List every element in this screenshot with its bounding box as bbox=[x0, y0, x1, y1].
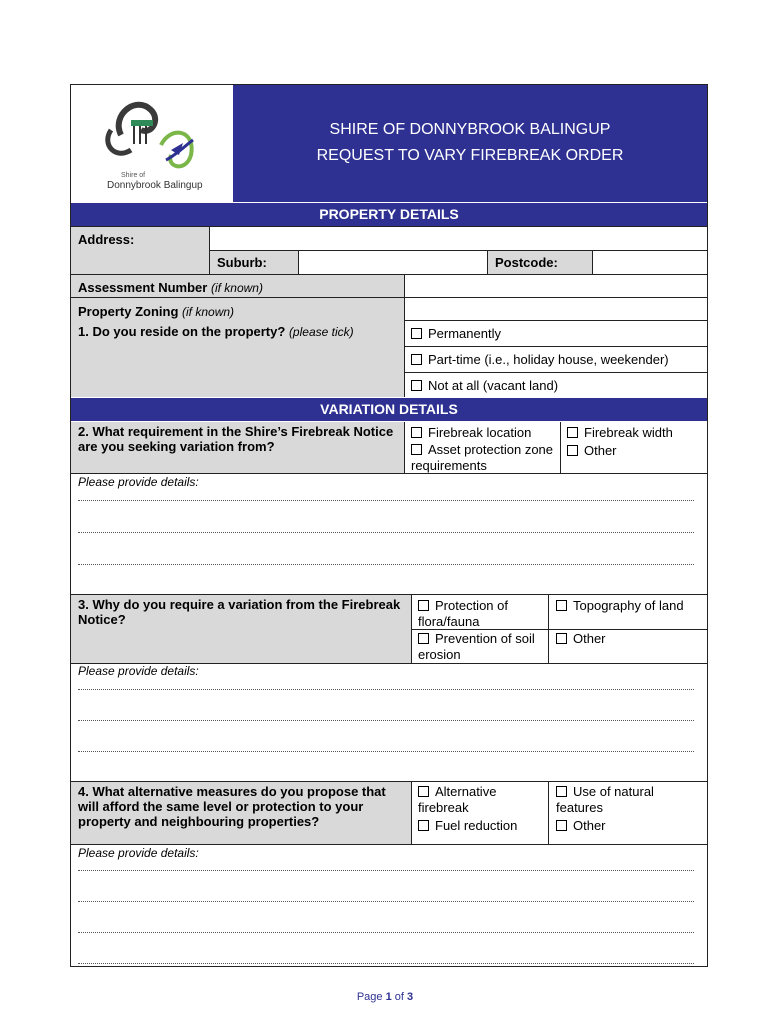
grid-line bbox=[411, 629, 707, 630]
form-title: REQUEST TO VARY FIREBREAK ORDER bbox=[316, 147, 624, 164]
checkbox-icon bbox=[556, 600, 567, 611]
checkbox-icon bbox=[418, 786, 429, 797]
q2-question: 2. What requirement in the Shire’s Firebreak Notice are you seeking variation from? bbox=[71, 422, 404, 473]
assessment-label-row bbox=[71, 277, 270, 299]
suburb-label: Suburb: bbox=[210, 251, 298, 274]
q3-details-line bbox=[78, 720, 694, 721]
q2-details-line bbox=[78, 564, 694, 565]
postcode-input[interactable] bbox=[593, 251, 707, 274]
reside-not-at-all-checkbox[interactable] bbox=[411, 378, 558, 394]
q3-topography-checkbox[interactable] bbox=[556, 598, 684, 614]
shire-title: SHIRE OF DONNYBROOK BALINGUP bbox=[329, 121, 611, 138]
q4-details-line bbox=[78, 870, 694, 871]
q2-firebreak-width-checkbox[interactable] bbox=[567, 425, 673, 441]
checkbox-icon bbox=[411, 354, 422, 365]
variation-details-heading: VARIATION DETAILS bbox=[71, 398, 707, 421]
grid-line bbox=[548, 782, 549, 844]
grid-line bbox=[404, 346, 707, 347]
logo bbox=[71, 85, 233, 202]
q4-details-line bbox=[78, 963, 694, 964]
q4-other-checkbox[interactable] bbox=[556, 818, 606, 834]
q3-option-label: Other bbox=[573, 631, 606, 646]
q3-soil-erosion-checkbox[interactable] bbox=[418, 631, 543, 663]
q4-details-label: Please provide details: bbox=[78, 846, 199, 860]
property-details-heading: PROPERTY DETAILS bbox=[71, 203, 707, 226]
zoning-label: Property Zoning bbox=[78, 304, 179, 319]
grid-line bbox=[560, 422, 561, 473]
assessment-input[interactable] bbox=[405, 275, 707, 297]
grid-line bbox=[592, 251, 593, 274]
zoning-input[interactable] bbox=[405, 298, 707, 320]
q3-question: 3. Why do you require a variation from the Firebreak Notice? bbox=[71, 595, 411, 663]
address-label: Address: bbox=[71, 227, 209, 274]
q3-details-line bbox=[78, 689, 694, 690]
grid-line bbox=[210, 250, 707, 251]
grid-line bbox=[404, 275, 405, 397]
q2-option-label: Other bbox=[584, 443, 617, 458]
checkbox-icon bbox=[556, 820, 567, 831]
reside-hint: (please tick) bbox=[288, 325, 354, 339]
q2-details-line bbox=[78, 532, 694, 533]
assessment-hint: (if known) bbox=[210, 281, 263, 295]
grid-line bbox=[548, 595, 549, 663]
q3-details-label: Please provide details: bbox=[78, 664, 199, 678]
reside-option-label: Permanently bbox=[428, 326, 501, 341]
q4-fuel-reduction-checkbox[interactable] bbox=[418, 818, 517, 834]
checkbox-icon bbox=[418, 600, 429, 611]
grid-line bbox=[404, 320, 707, 321]
grid-line bbox=[71, 226, 707, 227]
q4-option-label: Fuel reduction bbox=[435, 818, 518, 833]
page-of: of bbox=[394, 991, 404, 1003]
q2-option-label: Firebreak location bbox=[428, 425, 532, 440]
q4-option-label: Other bbox=[573, 818, 606, 833]
grid-line bbox=[487, 251, 488, 274]
grid-line bbox=[71, 274, 707, 275]
checkbox-icon bbox=[418, 820, 429, 831]
checkbox-icon bbox=[567, 427, 578, 438]
grid-line bbox=[404, 422, 405, 473]
checkbox-icon bbox=[411, 380, 422, 391]
q2-details-line bbox=[78, 500, 694, 501]
q3-details-area[interactable] bbox=[71, 679, 707, 781]
q4-option-label: Alternative firebreak bbox=[418, 784, 497, 815]
address-input[interactable] bbox=[210, 227, 707, 250]
postcode-label: Postcode: bbox=[488, 251, 592, 274]
q4-question: 4. What alternative measures do you propose that will afford the same level or protection to your property and neighbouring properties? bbox=[71, 782, 411, 844]
logo-small-text: Shire of bbox=[121, 172, 146, 179]
grid-line bbox=[298, 251, 299, 274]
reside-option-label: Not at all (vacant land) bbox=[428, 378, 559, 393]
q4-details-line bbox=[78, 901, 694, 902]
reside-question-row bbox=[71, 321, 361, 343]
page-prefix: Page bbox=[356, 991, 383, 1003]
reside-question: 1. Do you reside on the property? bbox=[78, 324, 286, 339]
assessment-label: Assessment Number bbox=[78, 280, 208, 295]
reside-part-time-checkbox[interactable] bbox=[411, 352, 669, 368]
reside-option-label: Part-time (i.e., holiday house, weekender) bbox=[428, 352, 669, 367]
checkbox-icon bbox=[556, 786, 567, 797]
checkbox-icon bbox=[411, 427, 422, 438]
grid-line bbox=[71, 473, 707, 474]
checkbox-icon bbox=[556, 633, 567, 644]
q3-details-line bbox=[78, 751, 694, 752]
zoning-label-row bbox=[71, 301, 241, 323]
page-number bbox=[0, 991, 770, 1003]
grid-line bbox=[404, 372, 707, 373]
page-current: 1 bbox=[385, 991, 392, 1003]
q2-firebreak-location-checkbox[interactable] bbox=[411, 425, 531, 441]
checkbox-icon bbox=[567, 445, 578, 456]
q3-other-checkbox[interactable] bbox=[556, 631, 606, 647]
page-total: 3 bbox=[407, 991, 414, 1003]
zoning-hint: (if known) bbox=[182, 305, 235, 319]
q2-option-label: Firebreak width bbox=[584, 425, 673, 440]
q3-option-label: Protection of flora/fauna bbox=[418, 598, 508, 629]
q4-details-area[interactable] bbox=[71, 861, 707, 966]
checkbox-icon bbox=[411, 328, 422, 339]
q4-option-label: Use of natural features bbox=[556, 784, 654, 815]
checkbox-icon bbox=[411, 444, 422, 455]
q3-flora-fauna-checkbox[interactable] bbox=[418, 598, 543, 630]
grid-line bbox=[71, 781, 707, 782]
q4-natural-features-checkbox[interactable] bbox=[556, 784, 696, 816]
q2-details-area[interactable] bbox=[71, 490, 707, 593]
q2-option-label: Asset protection zone requirements bbox=[411, 442, 554, 473]
q3-option-label: Prevention of soil erosion bbox=[418, 631, 535, 662]
grid-line bbox=[411, 595, 412, 663]
grid-line bbox=[71, 844, 707, 845]
reside-permanently-checkbox[interactable] bbox=[411, 326, 501, 342]
grid-line bbox=[209, 227, 210, 274]
q3-option-label: Topography of land bbox=[573, 598, 684, 613]
q4-alternative-firebreak-checkbox[interactable] bbox=[418, 784, 543, 816]
grid-line bbox=[71, 594, 707, 595]
grid-line bbox=[411, 782, 412, 844]
q4-details-line bbox=[78, 932, 694, 933]
q2-asset-protection-checkbox[interactable] bbox=[411, 442, 556, 474]
logo-name: Donnybrook Balingup bbox=[107, 180, 203, 191]
grid-line bbox=[71, 663, 707, 664]
grid-line bbox=[71, 297, 707, 298]
suburb-input[interactable] bbox=[299, 251, 487, 274]
q2-details-label: Please provide details: bbox=[78, 475, 199, 489]
checkbox-icon bbox=[418, 633, 429, 644]
q2-other-checkbox[interactable] bbox=[567, 443, 617, 459]
